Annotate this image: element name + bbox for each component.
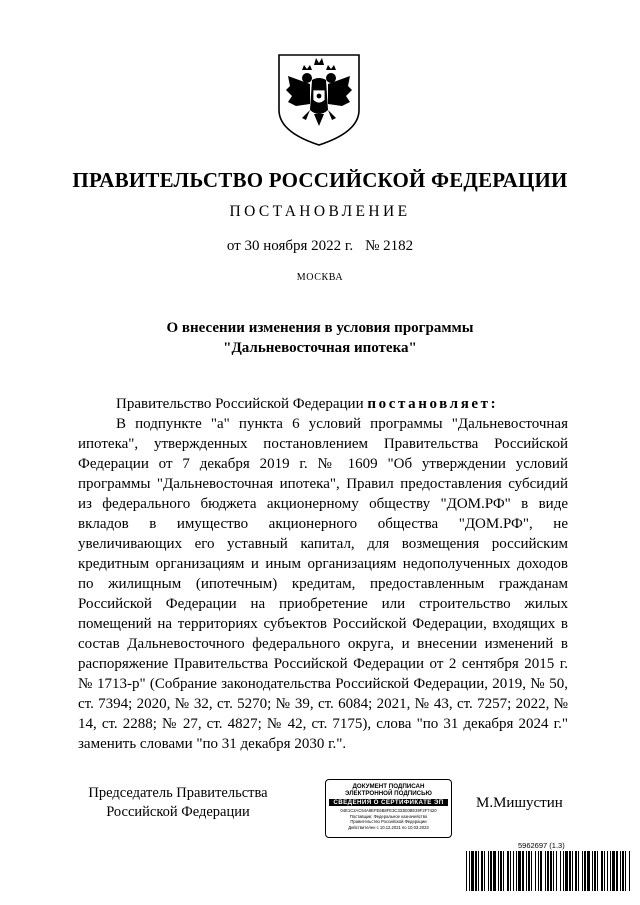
stamp-validity: Действителен с 10.12.2021 по 10.03.2023: [348, 824, 429, 830]
preamble-text: Правительство Российской Федерации: [116, 396, 368, 412]
stamp-certificate: 04E1C2AC54A8EFE6B8FE3C333E0BE39F2F7420: [340, 808, 437, 813]
signer-position-line-1: Председатель Правительства: [88, 785, 268, 801]
document-date-line: [0, 238, 640, 255]
stamp-issuer-line-1: Поставщик: Федеральное казначейство: [349, 813, 428, 819]
preamble: [78, 394, 568, 414]
barcode-icon: [466, 851, 630, 891]
document-type: ПОСТАНОВЛЕНИЕ: [229, 203, 411, 220]
coat-of-arms-icon: [276, 52, 362, 148]
electronic-signature-stamp: [325, 779, 452, 838]
document-date: от 30 ноября 2022 г.: [226, 238, 354, 254]
stamp-header: СВЕДЕНИЯ О СЕРТИФИКАТЕ ЭП: [329, 799, 448, 806]
signer-position-line-2: Российской Федерации: [106, 804, 250, 820]
document-number: № 2182: [365, 238, 414, 254]
document-subject: [0, 318, 640, 358]
body-paragraph: В подпункте "а" пункта 6 условий программы "Дальневосточная ипотека", утвержденных постановлением Правительства Российской Федерации от 7 декабря 2019 г. № 1609 "Об утверждении условий программы "Дальневосточная ипотека", Правил предоставления субсидий из федерального бюджета акционерному обществу "ДОМ.РФ" в виде вкладов в имущество акционерного общества "ДОМ.РФ", не увеличивающих его уставный капитал, для возмещения российским кредитным организациям и иным организациям недополученных доходов по жилищным (ипотечным) кредитам, предоставленным гражданам Российской Федерации на приобретение или строительство жилых помещений на территориях субъектов Российской Федерации, входящих в состав Дальневосточного федерального округа, и внесении изменений в распоряжение Правительства Российской Федерации от 2 сентября 2015 г. № 1713-р" (Собрание законодательства Российской Федерации, 2019, № 50, ст. 7394; 2020, № 32, ст. 5270; № 39, ст. 6084; 2021, № 43, ст. 7257; 2022, № 14, ст. 2288; № 27, ст. 4827; № 42, ст. 7175), слова "по 31 декабря 2024 г." заменить словами "по 31 декабря 2030 г.".: [78, 416, 568, 752]
document-code: 5962697 (1.3): [518, 841, 565, 850]
signer-name: М.Мишустин: [476, 795, 563, 811]
subject-line-1: О внесении изменения в условия программы: [166, 320, 474, 336]
stamp-issuer-line-2: Правительство Российской Федерации: [350, 819, 427, 825]
preamble-emphasis: постановляет:: [367, 396, 499, 412]
subject-line-2: "Дальневосточная ипотека": [223, 340, 417, 356]
stamp-line-1: ДОКУМЕНТ ПОДПИСАН: [352, 783, 425, 790]
signer-position: [78, 784, 278, 822]
document-city: МОСКВА: [296, 272, 344, 283]
government-title: ПРАВИТЕЛЬСТВО РОССИЙСКОЙ ФЕДЕРАЦИИ: [72, 168, 568, 192]
stamp-line-2: ЭЛЕКТРОННОЙ ПОДПИСЬЮ: [345, 790, 432, 797]
